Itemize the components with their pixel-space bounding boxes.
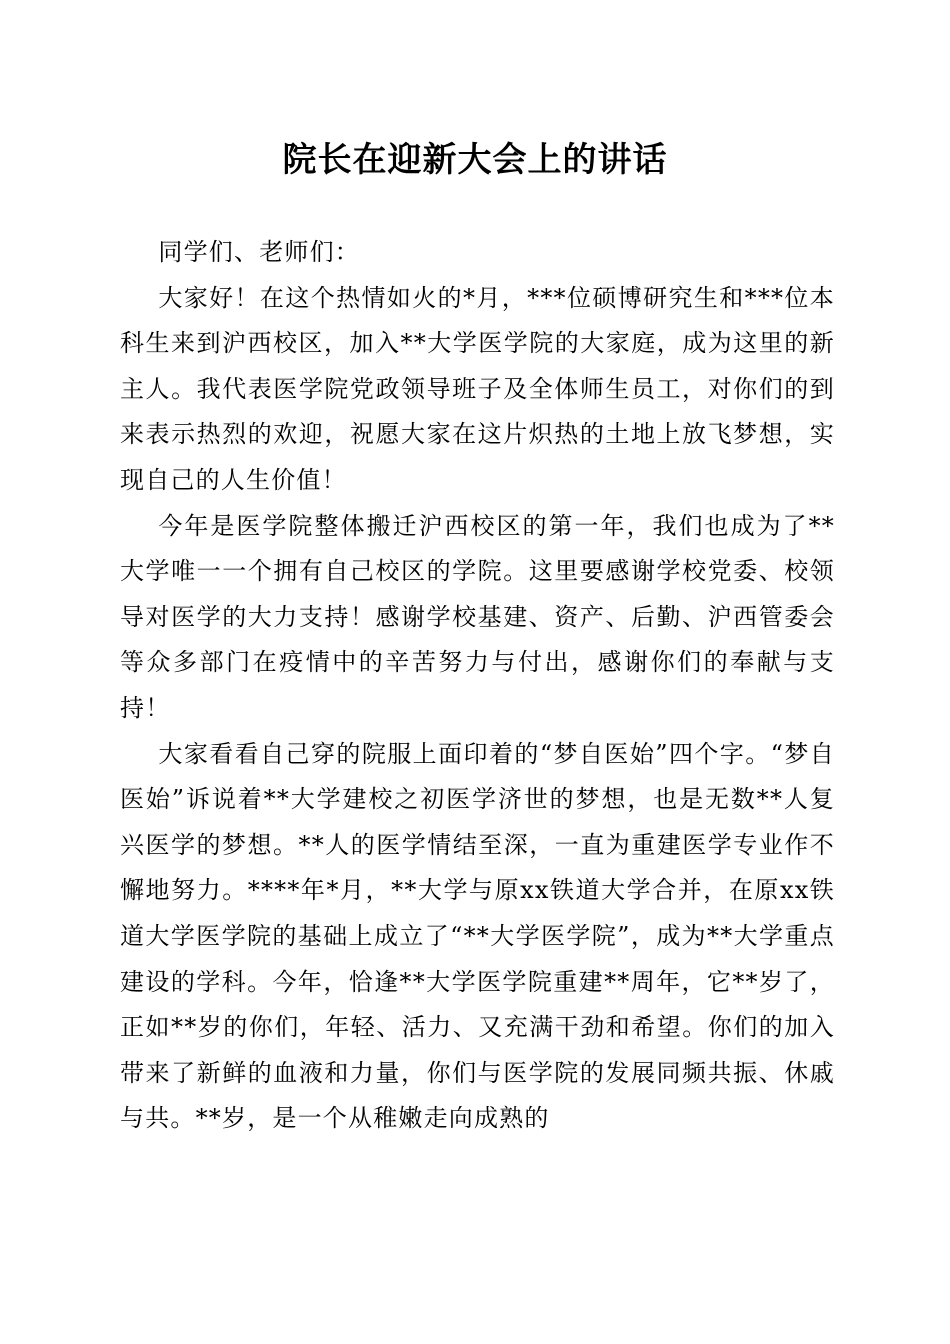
document-body [120,230,835,1142]
document-title: 院长在迎新大会上的讲话 [282,140,668,180]
paragraph-campus: 今年是医学院整体搬迁沪西校区的第一年，我们也成为了**大学唯一一个拥有自己校区的学院。这里要感谢学校党委、校领导对医学的大力支持！感谢学校基建、资产、后勤、沪西管委会等众多部门在疫情中的辛苦努力与付出，感谢你们的奉献与支持！ [120,511,835,722]
paragraph-history: 大家看看自己穿的院服上面印着的“梦自医始”四个字。“梦自医始”诉说着**大学建校之初医学济世的梦想，也是无数**人复兴医学的梦想。**人的医学情结至深，一直为重建医学专业作不懈地努力。****年*月，**大学与原xx铁道大学合并，在原xx铁道大学医学院的基础上成立了“**大学医学院”，成为**大学重点建设的学科。今年，恰逢**大学医学院重建**周年，它**岁了，正如**岁的你们，年轻、活力、又充满干劲和希望。你们的加入带来了新鲜的血液和力量，你们与医学院的发展同频共振、休戚与共。**岁，是一个从稚嫩走向成熟的 [120,739,835,1133]
paragraph-welcome: 大家好！在这个热情如火的*月，***位硕博研究生和***位本科生来到沪西校区，加入**大学医学院的大家庭，成为这里的新主人。我代表医学院党政领导班子及全体师生员工，对你们的到来表示热烈的欢迎，祝愿大家在这片炽热的土地上放飞梦想，实现自己的人生价值！ [120,283,835,494]
salutation: 同学们、老师们： [158,238,360,266]
